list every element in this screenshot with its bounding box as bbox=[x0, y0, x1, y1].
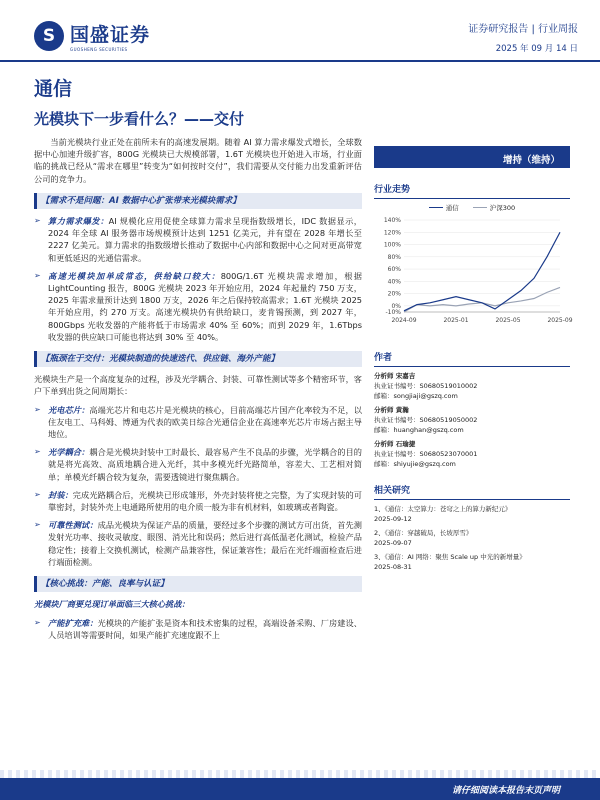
logo-mark-icon: S bbox=[34, 21, 64, 51]
author-role: 分析师 bbox=[374, 372, 394, 380]
related-item[interactable] bbox=[374, 504, 570, 524]
author-email: 邮箱：songjiaji@gszq.com bbox=[374, 392, 458, 400]
arrow-icon: ➢ bbox=[34, 404, 41, 414]
y-tick-label: 20% bbox=[387, 290, 401, 298]
related-title[interactable]: 3、《通信：AI 网络：聚焦 Scale up 中光的新增量》 bbox=[374, 553, 526, 561]
y-tick-label: 40% bbox=[387, 278, 401, 286]
related-date: 2025-08-31 bbox=[374, 563, 412, 571]
report-date: 2025 年 09 月 14 日 bbox=[495, 44, 578, 54]
author-cert: 执业证书编号：S0680519010002 bbox=[374, 382, 478, 390]
bullet-item: ➢ 高速光模块加单成常态，供给缺口较大：800G/1.6T 光模块需求增加，根据 LightCounting 报告，800G 光模块 2023 年开始应用，2024 年起量约 750 万支，2025 年需求量预计达到 1800 万支，2026 年之后保持较高需求；1.6T 光模块 2025 年开始应用，约 270 万支。高速光模块仍有供给缺口，麦肯锡预测，到 2027 年，800Gbps 光收发器的产能将低于市场需求 40% 至 60%；而到 2029 年，1.6Tbps 收发器的供应缺口可能也将达到 30% 至 40%。 bbox=[34, 270, 362, 342]
company-logo bbox=[34, 20, 150, 52]
rating-badge: 增持（维持） bbox=[374, 146, 570, 168]
related-title[interactable]: 2、《通信：穿越破局，长坡厚雪》 bbox=[374, 529, 473, 537]
author-list bbox=[374, 371, 570, 469]
author-name: 石瑜捷 bbox=[393, 440, 416, 448]
related-list bbox=[374, 504, 570, 572]
author-role: 分析师 bbox=[374, 406, 394, 414]
chart-legend bbox=[374, 203, 570, 212]
logo-english: GUOSHENG SECURITIES bbox=[70, 47, 128, 52]
y-tick-label: 80% bbox=[387, 253, 401, 261]
author-email: 邮箱：huanghan@gszq.com bbox=[374, 426, 464, 434]
sidebar bbox=[374, 136, 573, 572]
footer-pattern bbox=[0, 770, 600, 778]
bullet-item: ➢ 封装：完成光路耦合后，光模块已形成雏形，外壳封装将使之完整，为了实现封装的可靠密封，封装外壳上电通路所使用的电介质一般为非有机材料，如玻璃或者陶瓷。 bbox=[34, 489, 362, 513]
industry-label: 通信 bbox=[34, 78, 73, 100]
logo-name: 国盛证券 bbox=[70, 24, 151, 46]
trend-chart bbox=[374, 212, 573, 332]
y-tick-label: 0% bbox=[391, 302, 401, 310]
section-heading: 【需求不是问题：AI 数据中心扩张带来光模块需求】 bbox=[34, 193, 362, 209]
author-name: 宋嘉吉 bbox=[393, 372, 416, 380]
author-heading: 作者 bbox=[374, 350, 570, 367]
author-email: 邮箱：shiyujie@gszq.com bbox=[374, 460, 456, 468]
arrow-icon: ➢ bbox=[34, 520, 41, 530]
section-heading: 【核心挑战：产能、良率与认证】 bbox=[34, 576, 362, 592]
y-tick-label: 60% bbox=[387, 266, 401, 274]
bullet-item: ➢ 算力需求爆发：AI 规模化应用促使全球算力需求呈现指数级增长，IDC 数据显示，2024 年全球 AI 服务器市场规模预计达到 1251 亿美元，并有望在 2028 年增长至 2227 亿美元。算力需求的指数级增长推动了数据中心内部和数据中心之间对更高带宽和更低延迟的光通信需求。 bbox=[34, 216, 362, 263]
author-entry bbox=[374, 371, 570, 401]
report-category: 证券研究报告 | 行业周报 bbox=[468, 24, 578, 35]
bullet-item: ➢ 光学耦合：耦合是光模块封装中工时最长、最容易产生不良品的步骤，光学耦合的目的就是将光高效、高质地耦合进入光纤，其中多模光纤光路简单，容差大、工艺相对简单；单模光纤耦合较为复杂，需要透镜进行聚焦耦合。 bbox=[34, 447, 362, 482]
related-title[interactable]: 1、《通信：太空算力：苍穹之上的算力新纪元》 bbox=[374, 505, 512, 513]
section-lead: 光模块厂商要兑现订单面临三大核心挑战： bbox=[34, 599, 190, 610]
legend-swatch bbox=[473, 207, 487, 209]
report-title: 光模块下一步看什么？——交付 bbox=[34, 110, 245, 128]
x-tick-label: 2025-01 bbox=[443, 317, 469, 324]
legend-label: 通信 bbox=[445, 204, 459, 212]
x-tick-label: 2024-09 bbox=[391, 317, 417, 324]
related-heading: 相关研究 bbox=[374, 483, 570, 500]
legend-swatch bbox=[429, 207, 443, 209]
author-name: 黄瀚 bbox=[393, 406, 409, 414]
arrow-icon: ➢ bbox=[34, 270, 41, 280]
author-entry bbox=[374, 405, 570, 435]
y-tick-label: 100% bbox=[383, 241, 401, 249]
series-line bbox=[404, 232, 560, 311]
author-cert: 执业证书编号：S0680519050002 bbox=[374, 416, 478, 424]
arrow-icon: ➢ bbox=[34, 617, 41, 627]
y-tick-label: 140% bbox=[383, 217, 401, 224]
y-tick-label: -10% bbox=[385, 309, 401, 316]
section-intro: 光模块生产是一个高度复杂的过程，涉及光学耦合、封装、可靠性测试等多个精密环节，客户下单到出货之间周期长： bbox=[34, 374, 362, 397]
y-tick-label: 120% bbox=[383, 229, 401, 237]
related-date: 2025-09-07 bbox=[374, 539, 412, 547]
bullet-item: ➢ 产能扩充难：光模块的产能扩张是资本和技术密集的过程，高端设备采购、厂房建设、人员培训等需要时间，如果产能扩充速度跟不上 bbox=[34, 617, 362, 640]
footer-disclaimer: 请仔细阅读本报告末页声明 bbox=[0, 778, 600, 800]
author-role: 分析师 bbox=[374, 440, 394, 448]
related-item[interactable] bbox=[374, 528, 570, 548]
arrow-icon: ➢ bbox=[34, 447, 41, 457]
bullet-item: ➢ 光电芯片：高端光芯片和电芯片是光模块的核心，目前高端芯片国产化率较为不足，以住友电工、马科姆、博通为代表的欧美日综合光通信企业在高速率光芯片市场占据主导地位。 bbox=[34, 404, 362, 440]
x-tick-label: 2025-05 bbox=[495, 317, 521, 324]
arrow-icon: ➢ bbox=[34, 216, 41, 226]
section-heading: 【瓶颈在于交付：光模块制造的快速迭代、供应链、海外产能】 bbox=[34, 351, 362, 367]
related-item[interactable] bbox=[374, 552, 570, 572]
related-date: 2025-09-12 bbox=[374, 515, 412, 523]
author-cert: 执业证书编号：S0680523070001 bbox=[374, 450, 478, 458]
main-content bbox=[34, 136, 362, 641]
intro-paragraph: 当前光模块行业正处在前所未有的高速发展期。随着 AI 算力需求爆发式增长，全球数据中心加速升级扩容，800G 光模块已大规模部署，1.6T 光模块也开始进入市场，行业面临的挑战已经从“需求在哪里”转变为“如何按时交付”，我们需要从交付能力出发重新评估公司的竞争力。 bbox=[34, 137, 362, 184]
arrow-icon: ➢ bbox=[34, 489, 41, 499]
author-entry bbox=[374, 439, 570, 469]
bullet-item: ➢ 可靠性测试：成品光模块为保证产品的质量，要经过多个步骤的测试方可出货，首先测发射光功率、接收灵敏度、眼图、消光比和误码；然后进行高低温老化测试，检验产品稳定性；接着上交换机测试，检测产品兼容性，保证兼容性；最后在光纤端面检查后进行端面检测。 bbox=[34, 520, 362, 567]
x-tick-label: 2025-09 bbox=[547, 317, 573, 324]
header-divider bbox=[0, 60, 600, 62]
trend-heading: 行业走势 bbox=[374, 182, 570, 199]
series-line bbox=[404, 287, 560, 312]
legend-label: 沪深300 bbox=[489, 204, 516, 212]
